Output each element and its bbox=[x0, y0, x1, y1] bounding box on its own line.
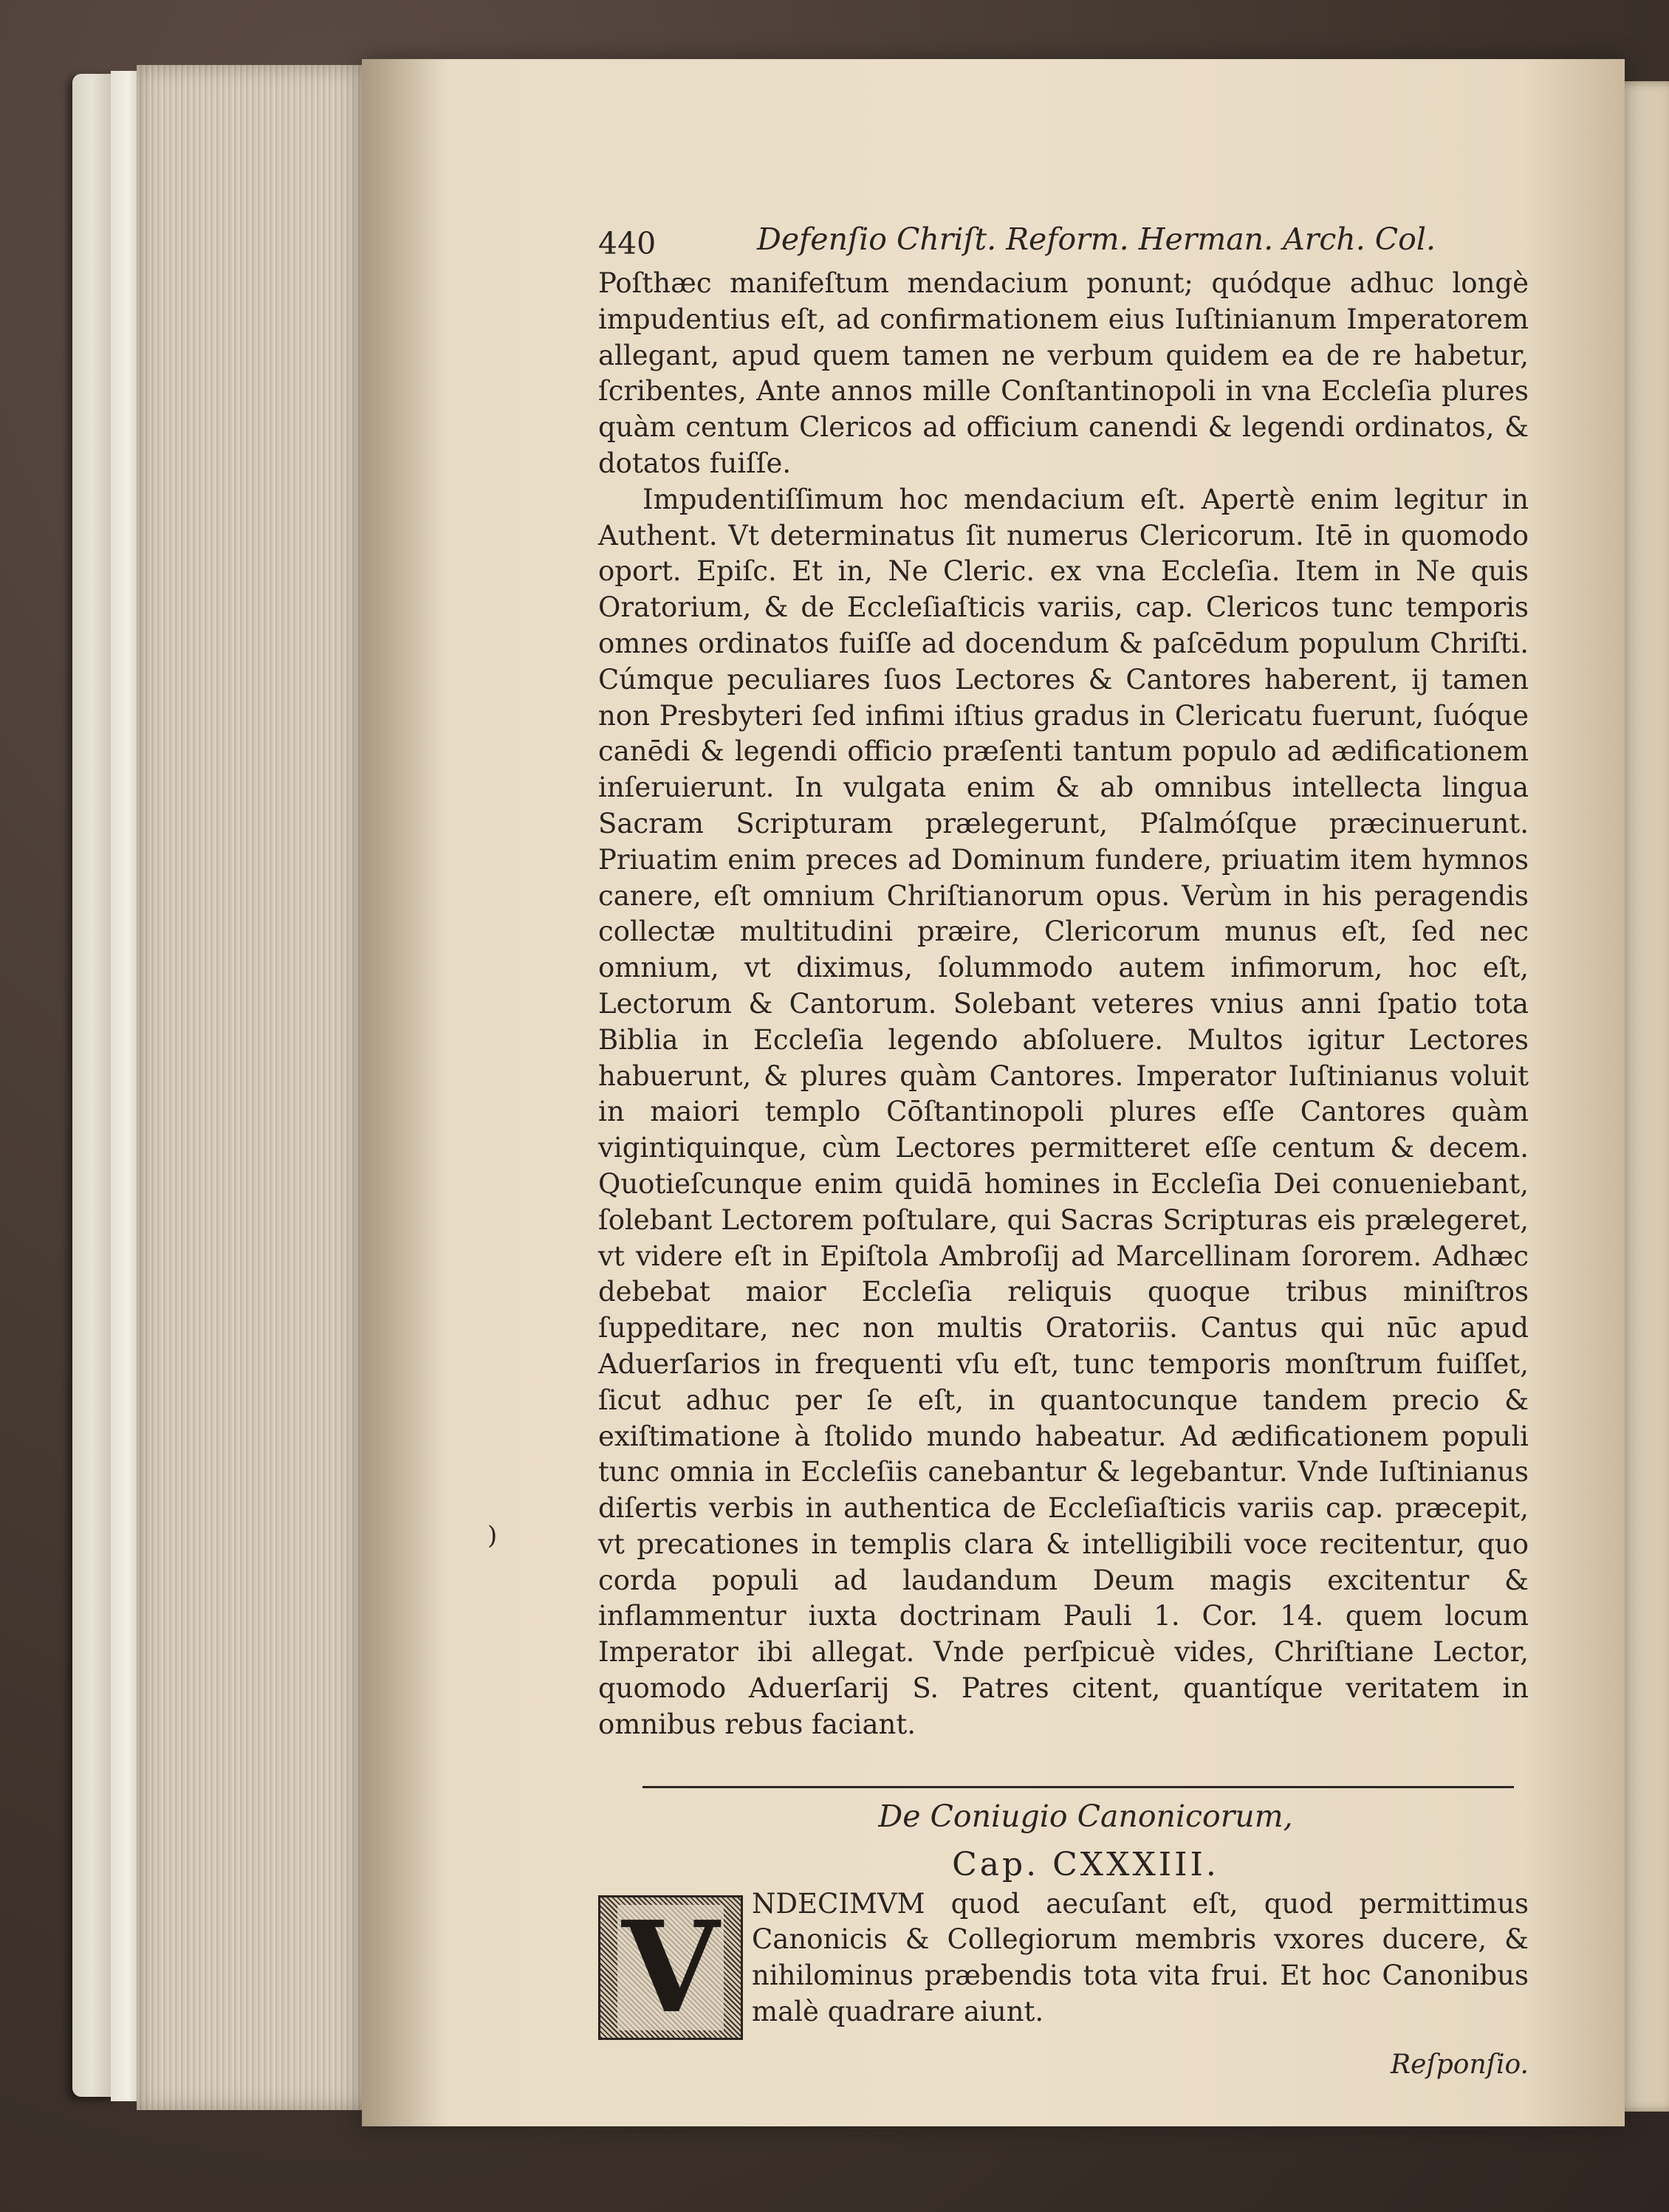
running-title: Defenſio Chriſt. Reform. Herman. Arch. Col. bbox=[757, 221, 1436, 257]
section-rule bbox=[642, 1786, 1514, 1788]
book-cover bbox=[72, 74, 117, 2097]
page-content bbox=[598, 221, 1529, 2080]
paragraph-2: Impudentiſſimum hoc mendacium eſt. Apertè enim legitur in Authent. Vt determinatus ſit numerus Clericorum. Itē in quomodo oport. Epiſc. Et in, Ne Cleric. ex vna Eccleſia. Item in Ne quis Oratorium, & de Eccleſiaſticis variis, cap. Clericos tunc temporis omnes ordinatos fuiſſe ad docendum & paſcēdum populum Chriſti. Cúmque peculiares ſuos Lectores & Cantores haberent, ij tamen non Presbyteri ſed infimi iſtius gradus in Clericatu fuerunt, ſuóque canēdi & legendi officio præſenti tantum populo ad ædificationem inſeruierunt. In vulgata enim & ab omnibus intellecta lingua Sacram Scripturam prælegerunt, Pſalmóſque præcinuerunt. Priuatim enim preces ad Dominum fundere, priuatim item hymnos canere, eſt omnium Chriſtianorum opus. Verùm in his peragendis collectæ multitudini præire, Clericorum munus eſt, ſed nec omnium, vt diximus, ſolummodo autem infimorum, hoc eſt, Lectorum & Cantorum. Solebant veteres vnius anni ſpatio tota Biblia in Eccleſia legendo abſoluere. Multos igitur Lectores habuerunt, & plures quàm Cantores. Imperator Iuſtinianus voluit in maiori templo Cōſtantinopoli plures eſſe Cantores quàm vigintiquinque, cùm Lectores permitteret eſſe centum & decem. Quotieſcunque enim quidā homines in Eccleſia Dei conueniebant, ſolebant Lectorem poſtulare, qui Sacras Scripturas eis prælegeret, vt videre eſt in Epiſtola Ambroſij ad Marcellinam ſororem. Adhæc debebat maior Eccleſia reliquis quoque tribus miniſtros ſuppeditare, nec non multis Oratoriis. Cantus qui nūc apud Aduerſarios in frequenti vſu eſt, tunc temporis monſtrum fuiſſet, ſicut adhuc per ſe eſt, in quantocunque tandem precio & exiſtimatione à ſtolido mundo habeatur. Ad ædificationem populi tunc omnia in Eccleſiis canebantur & legebantur. Vnde Iuſtinianus diſertis verbis in authentica de Eccleſiaſticis variis cap. præcepit, vt precationes in templis clara & intelligibili voce recitentur, quo corda populi ad laudandum Deum magis excitentur & inflammentur iuxta doctrinam Pauli 1. Cor. 14. quem locum Imperator ibi allegat. Vnde perſpicuè vides, Chriſtiane Lector, quomodo Aduerſarij S. Patres citent, quantíque veritatem in omnibus rebus faciant. bbox=[598, 483, 1529, 1740]
catchword: Reſponſio. bbox=[1391, 2049, 1529, 2080]
gutter-shadow bbox=[362, 59, 450, 2126]
cover-edge bbox=[111, 71, 140, 2101]
chapter-text: NDECIMVM quod aecuſant eſt, quod permittimus Canonicis & Collegiorum membris vxores ducere, & nihilominus præbendis tota vita frui. Et hoc Canonibus malè quadrare aiunt. bbox=[752, 1887, 1529, 2028]
chapter-opening bbox=[598, 1886, 1529, 2041]
running-head bbox=[598, 221, 1529, 266]
chapter-subtitle: De Coniugio Canonicorum, bbox=[878, 1798, 1293, 1834]
decorated-initial bbox=[598, 1895, 743, 2040]
margin-mark: ) bbox=[487, 1521, 498, 1550]
chapter-heading: Cap. CXXXIII. bbox=[952, 1845, 1219, 1883]
page-number: 440 bbox=[598, 226, 657, 261]
page-edges bbox=[137, 65, 373, 2110]
initial-letter: V bbox=[617, 1905, 724, 2030]
body-text bbox=[598, 266, 1529, 1743]
paragraph-1: Poſthæc manifeſtum mendacium ponunt; quódque adhuc longè impudentius eſt, ad confirmationem eius Iuſtinianum Imperatorem allegant, apud quem tamen ne verbum quidem ea de re habetur, ſcribentes, Ante annos mille Conſtantinopoli in vna Eccleſia plures quàm centum Clericos ad officium canendi & legendi ordinatos, & dotatos fuiſſe. bbox=[598, 267, 1529, 479]
